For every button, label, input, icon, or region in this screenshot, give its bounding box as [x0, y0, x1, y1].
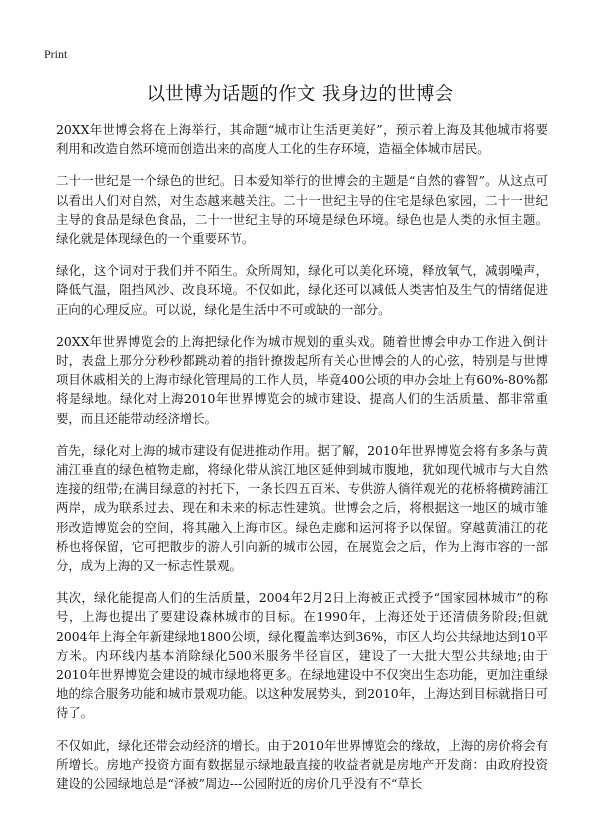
print-link[interactable]: Print: [44, 47, 68, 61]
paragraph-6: 其次，绿化能提高人们的生活质量，2004年2月2日上海被正式授予“国家园林城市”的称号，上海也提出了要建设森林城市的目标。在1990年，上海还处于还清债务阶段;但就2004年上海全年新建绿地1800公顷，绿化覆盖率达到36%，市区人均公共绿地达到10平方米。内环线内基本消除绿化500米服务半径盲区，建设了一大批大型公共绿地;由于2010年世界博览会建设的城市绿地将更多。在绿地建设中不仅突出生态功能，更加注重绿地的综合服务功能和城市景观功能。以这种发展势头，到2010年，上海达到目标就指日可待了。: [56, 590, 548, 721]
paragraph-7: 不仅如此，绿化还带会动经济的增长。由于2010年世界博览会的缘故，上海的房价将会有所增长。房地产投资方面有数据显示绿地最直接的收益者就是房地产开发商：由政府投资建设的公园绿地总是“泽被”周边---公园附近的房价几乎没有不“草长: [56, 737, 548, 792]
paragraph-5: 首先，绿化对上海的城市建设有促进推动作用。据了解，2010年世界博览会将有多条与黄浦江垂直的绿色植物走廊，将绿化带从滨江地区延伸到城市腹地，犹如现代城市与大自然连接的纽带;在满目绿意的衬托下，一条长四五百米、专供游人徜徉观光的花桥将横跨浦江两岸，成为联系过去、现在和未来的标志性建筑。世博会之后，将根据这一地区的城市雏形改造博览会的空间，将其融入上海市区。绿色走廊和运河将予以保留。穿越黄浦江的花桥也将保留，它可把散步的游人引向新的城市公园，在展览会之后，作为上海市容的一部分，成为上海的又一标志性景观。: [56, 442, 548, 574]
article-body: [56, 120, 548, 806]
paragraph-3: 绿化，这个词对于我们并不陌生。众所周知，绿化可以美化环境，释放氧气，减弱噪声，降低气温，阻挡风沙、改良环境。不仅如此，绿化还可以减低人类害怕及生气的情绪促进正向的心理反应。可以说，绿化是生活中不可或缺的一部分。: [56, 263, 548, 317]
paragraph-1: 20XX年世博会将在上海举行，其命题“城市让生活更美好”，预示着上海及其他城市将要利用和改造自然环境而创造出来的高度人工化的生存环境，造福全体城市居民。: [56, 122, 548, 157]
paragraph-2: 二十一世纪是一个绿色的世纪。日本爱知举行的世博会的主题是“自然的睿智”。从这点可以看出人们对自然，对生态越来越关注。二十一世纪主导的住宅是绿色家园，二十一世纪主导的食品是绿色食品，二十一世纪主导的环境是绿色环境。绿色也是人类的永恒主题。绿化就是体现绿色的一个重要环节。: [56, 173, 548, 247]
page-title: 以世博为话题的作文 我身边的世博会: [146, 84, 454, 105]
paragraph-4: 20XX年世界博览会的上海把绿化作为城市规划的重头戏。随着世博会申办工作进入倒计时，表盘上那分分秒秒都跳动着的指针撩拨起所有关心世博会的人的心弦，特别是与世博项目休戚相关的上海市绿化管理局的工作人员，毕竟400公顷的申办会址上有60%-80%都将是绿地。绿化对上海2010年世界博览会的城市建设、提高人们的生活质量、都非常重要，而且还能带动经济增长。: [56, 333, 548, 426]
